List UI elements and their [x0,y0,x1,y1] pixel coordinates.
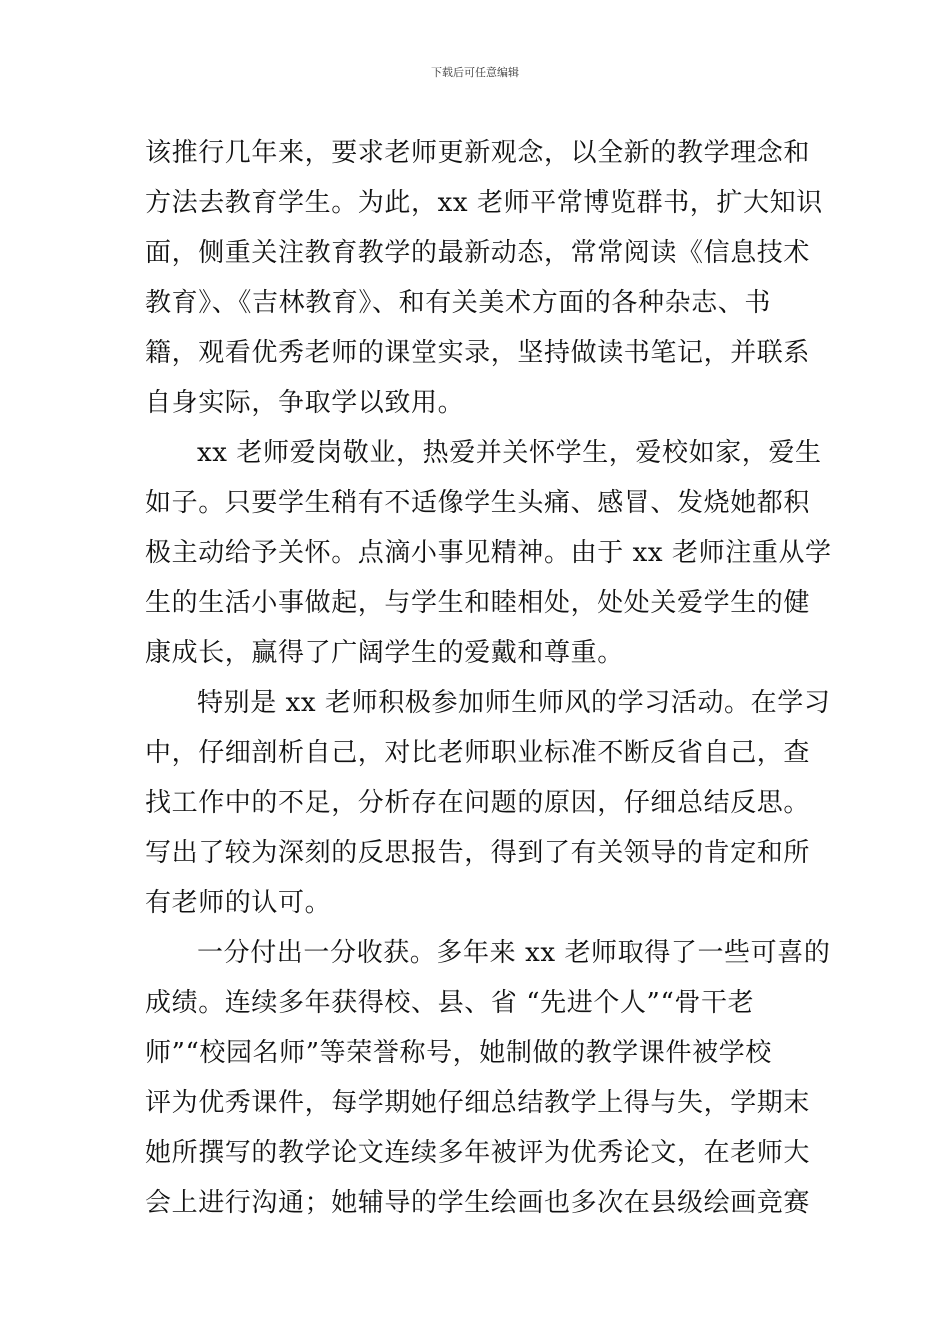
paragraph [145,428,832,678]
text-line: 如子。只要学生稍有不适像学生头痛、感冒、发烧她都积 [145,488,811,518]
text-line: 中，仔细剖析自己，对比老师职业标准不断反省自己，查 [145,738,811,768]
text-line: 生的生活小事做起，与学生和睦相处，处处关爱学生的健 [145,588,811,618]
text-line: 成绩。连续多年获得校、县、省 “先进个人”“骨干老 [145,988,755,1018]
text-line: 该推行几年来，要求老师更新观念，以全新的教学理念和 [145,138,811,168]
text-line: 面，侧重关注教育教学的最新动态，常常阅读《信息技术 [145,238,811,268]
text-line: xx 老师爱岗敬业，热爱并关怀学生，爱校如家，爱生 [197,438,822,468]
text-line: 极主动给予关怀。点滴小事见精神。由于 xx 老师注重从学 [145,538,832,568]
text-line: 她所撰写的教学论文连续多年被评为优秀论文，在老师大 [145,1138,811,1168]
page-header: 下载后可任意编辑 [431,66,519,79]
text-line: 找工作中的不足，分析存在问题的原因，仔细总结反思。 [145,788,811,818]
text-line: 康成长，赢得了广阔学生的爱戴和尊重。 [145,638,624,668]
document-body [145,128,832,1228]
text-line: 自身实际，争取学以致用。 [145,388,465,418]
text-line: 会上进行沟通；她辅导的学生绘画也多次在县级绘画竞赛 [145,1188,811,1218]
text-line: 师”“校园名师”等荣誉称号，她制做的教学课件被学校 [145,1038,772,1068]
text-line: 特别是 xx 老师积极参加师生师风的学习活动。在学习 [197,688,831,718]
text-line: 籍，观看优秀老师的课堂实录，坚持做读书笔记，并联系 [145,338,811,368]
paragraph [145,678,831,928]
text-line: 教育》、《吉林教育》、和有关美术方面的各种杂志、书 [145,288,772,318]
text-line: 评为优秀课件，每学期她仔细总结教学上得与失，学期末 [145,1088,811,1118]
text-line: 有老师的认可。 [145,888,332,918]
paragraph [145,928,831,1228]
text-line: 写出了较为深刻的反思报告，得到了有关领导的肯定和所 [145,838,811,868]
text-line: 一分付出一分收获。多年来 xx 老师取得了一些可喜的 [197,938,831,968]
text-line: 方法去教育学生。为此，xx 老师平常博览群书，扩大知识 [145,188,823,218]
paragraph [145,128,823,428]
